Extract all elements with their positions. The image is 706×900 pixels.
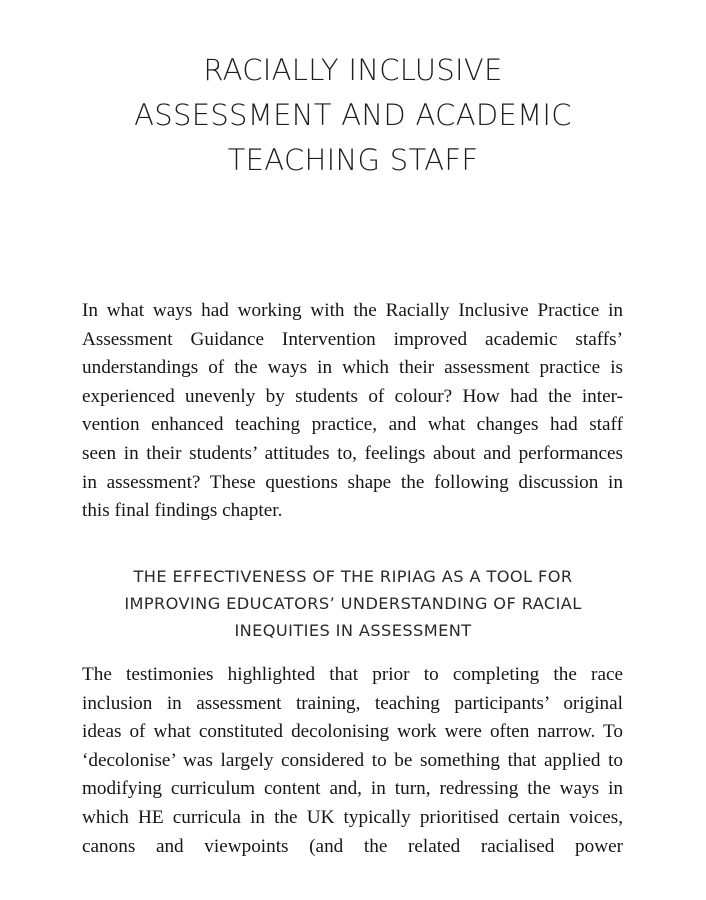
chapter-title (60, 48, 646, 183)
body-line: canons and viewpoints (and the related racialised power (82, 835, 623, 857)
intro-line: this final findings chapter. (82, 500, 283, 522)
chapter-title-line: RACIALLY INCLUSIVE (203, 53, 503, 87)
section-heading-line: THE EFFECTIVENESS OF THE RIPIAG AS A TOOL FOR (133, 567, 573, 586)
intro-line: understandings of the ways in which their assessment practice is (82, 357, 623, 379)
chapter-title-line: TEACHING STAFF (227, 143, 479, 177)
intro-line: vention enhanced teaching practice, and what changes had staff (82, 414, 623, 436)
body-line: modifying curriculum content and, in turn, redressing the ways in (82, 778, 623, 800)
intro-line: In what ways had working with the Racially Inclusive Practice in (82, 300, 623, 321)
intro-line: in assessment? These questions shape the following discussion in (82, 471, 623, 493)
section-heading (60, 563, 646, 644)
body-line: inclusion in assessment training, teaching participants’ original (82, 692, 623, 714)
intro-line: experienced unevenly by students of colour? How had the inter- (82, 385, 623, 407)
body-line: ‘decolonise’ was largely considered to be something that applied to (82, 749, 623, 771)
chapter-title-line: ASSESSMENT AND ACADEMIC (134, 98, 572, 132)
section-heading-line: IMPROVING EDUCATORS’ UNDERSTANDING OF RACIAL (124, 594, 582, 613)
body-line: which HE curricula in the UK typically prioritised certain voices, (82, 806, 623, 828)
body-line: ideas of what constituted decolonising work were often narrow. To (82, 721, 623, 743)
intro-line: seen in their students’ attitudes to, feelings about and performances (82, 442, 623, 464)
body-line: The testimonies highlighted that prior to completing the race (82, 664, 623, 685)
intro-line: Assessment Guidance Intervention improved academic staffs’ (82, 328, 623, 350)
intro-paragraph (82, 297, 623, 526)
body-paragraph (82, 661, 623, 861)
section-heading-line: INEQUITIES IN ASSESSMENT (234, 621, 472, 640)
